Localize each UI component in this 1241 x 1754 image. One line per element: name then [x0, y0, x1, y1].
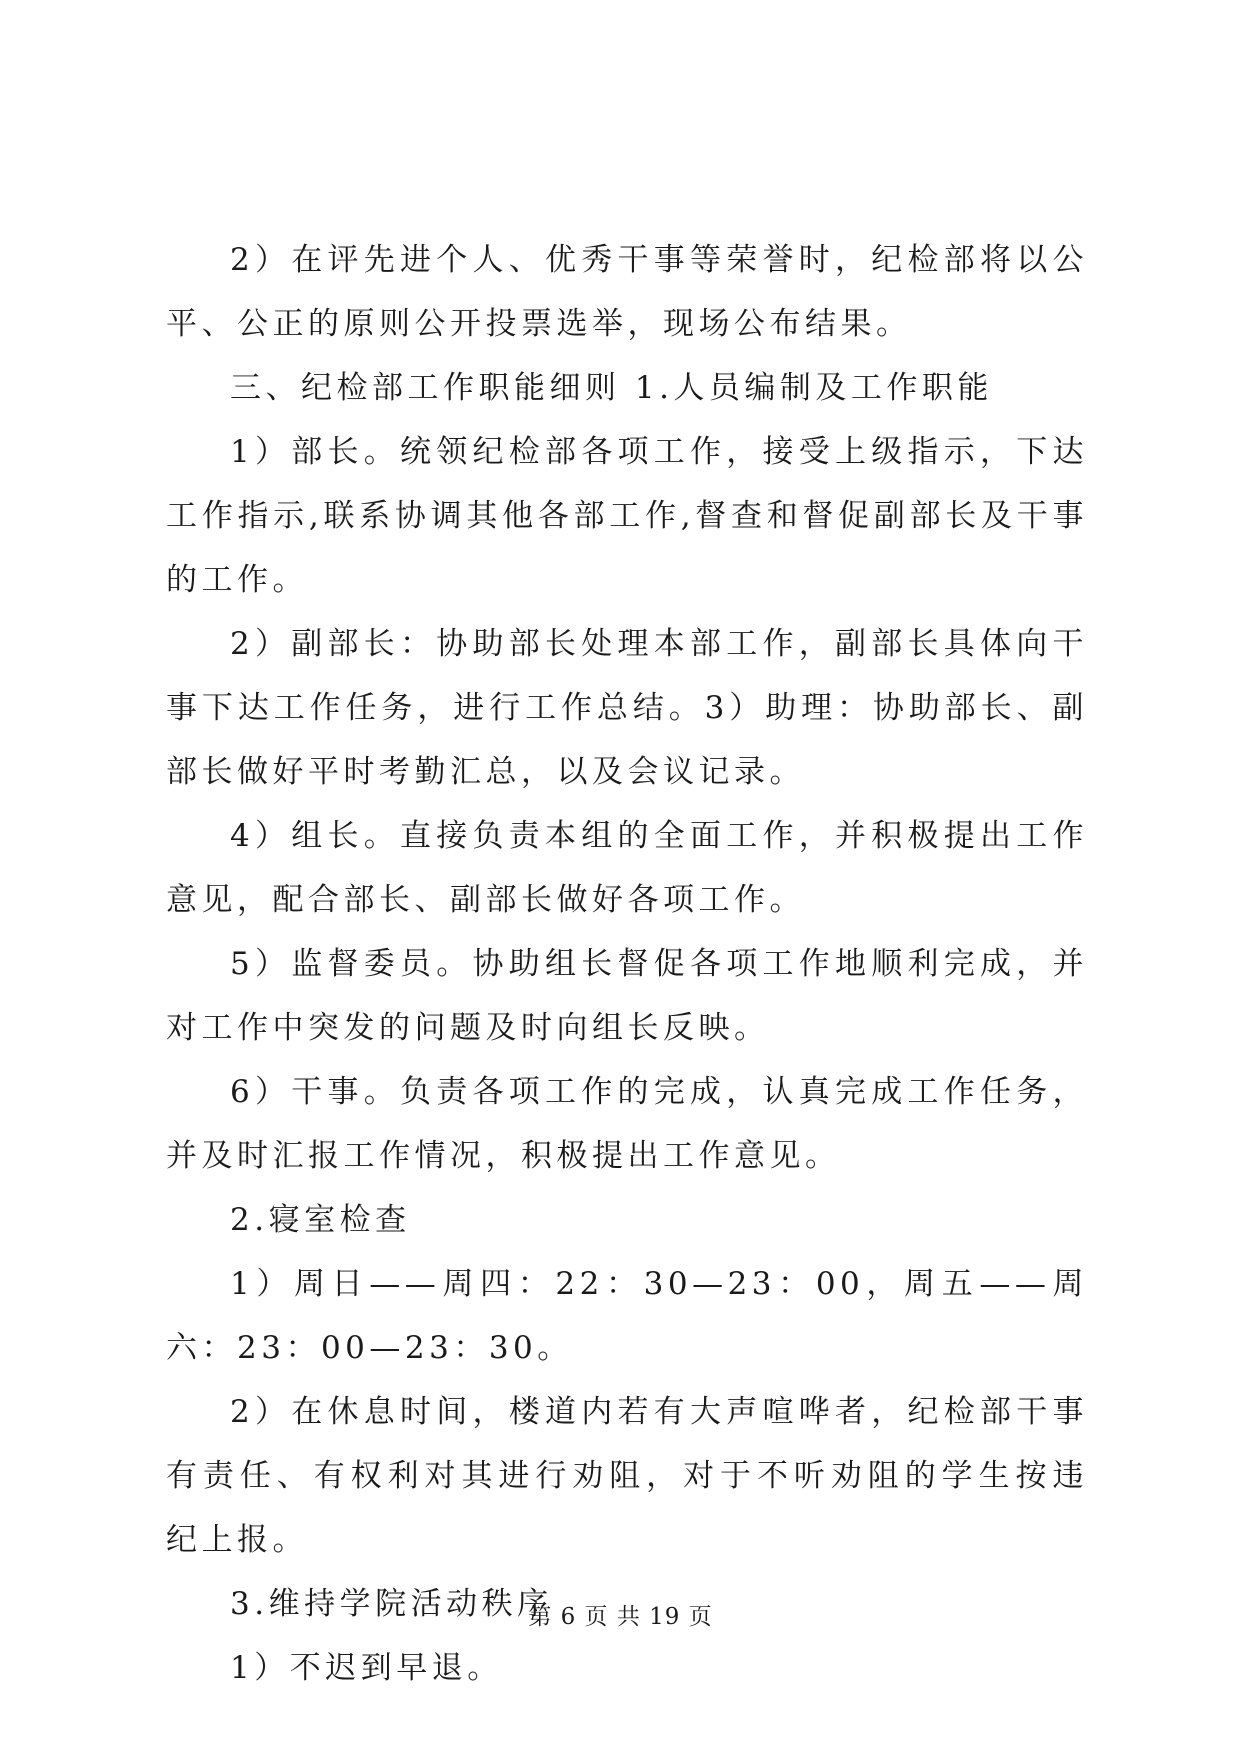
- paragraph: 5）监督委员。协助组长督促各项工作地顺利完成，并对工作中突发的问题及时向组长反映。: [166, 946, 1088, 1046]
- paragraph: 6）干事。负责各项工作的完成，认真完成工作任务，并及时汇报工作情况，积极提出工作意见。: [166, 1074, 1088, 1174]
- paragraph: 1）不迟到早退。: [230, 1650, 503, 1686]
- paragraph: 2）在休息时间，楼道内若有大声喧哗者，纪检部干事有责任、有权利对其进行劝阻，对于不听劝阻的学生按违纪上报。: [166, 1394, 1088, 1558]
- paragraph: 2）在评先进个人、优秀干事等荣誉时，纪检部将以公平、公正的原则公开投票选举，现场公布结果。: [166, 242, 1088, 342]
- paragraph: 1）部长。统领纪检部各项工作，接受上级指示，下达工作指示,联系协调其他各部工作,督查和督促副部长及干事的工作。: [166, 434, 1088, 598]
- subsection-heading: 3.维持学院活动秩序: [230, 1586, 553, 1622]
- paragraph: 4）组长。直接负责本组的全面工作，并积极提出工作意见，配合部长、副部长做好各项工作。: [166, 818, 1088, 918]
- page-footer: 第 6 页 共 19 页: [528, 1604, 713, 1630]
- paragraph: 2）副部长：协助部长处理本部工作，副部长具体向干事下达工作任务，进行工作总结。3）助理：协助部长、副部长做好平时考勤汇总，以及会议记录。: [166, 626, 1088, 790]
- document-body: [166, 228, 1088, 1700]
- section-heading: 三、纪检部工作职能细则 1.人员编制及工作职能: [230, 370, 993, 406]
- paragraph: 1）周日——周四：22：30—23：00，周五——周六：23：00—23：30。: [166, 1266, 1088, 1366]
- subsection-heading: 2.寝室检查: [230, 1202, 411, 1238]
